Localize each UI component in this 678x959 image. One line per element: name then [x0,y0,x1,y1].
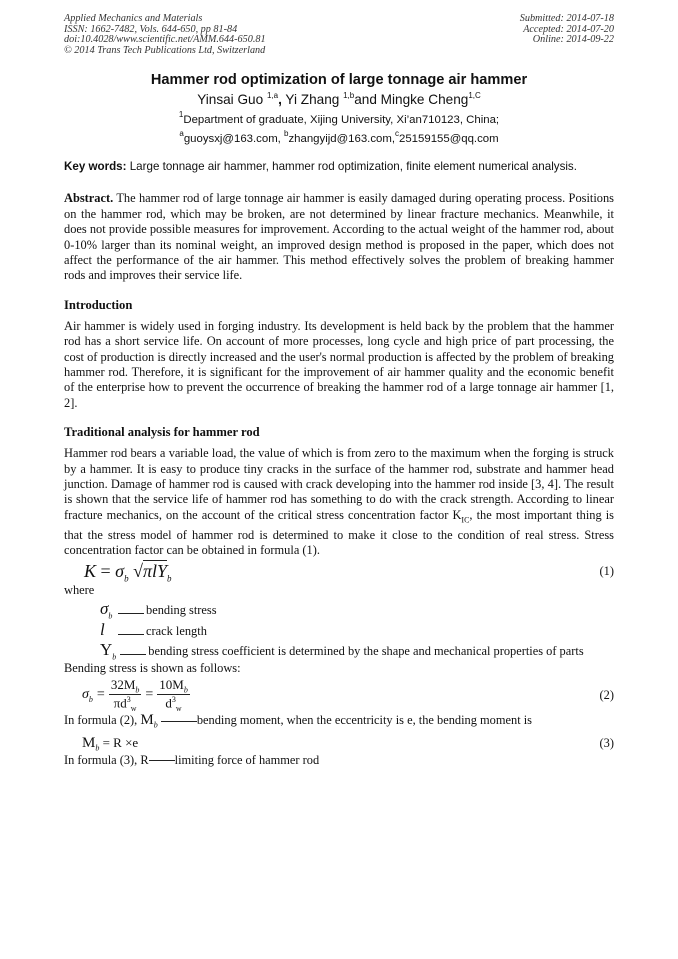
email-link[interactable]: guoysxj@163.com, [183,133,285,146]
journal-header [64,14,614,56]
paragraph-text: , the most important thing is that the stress model of hammer rod is determined to make it close to the condition of real stress. Stress concentration factor can be obtained in formula (1). [64,507,615,558]
section-heading-traditional-analysis: Traditional analysis for hammer rod [64,425,260,440]
paper-page [64,14,614,768]
email-superscript: b [284,129,289,139]
eq-equals: = [100,560,111,581]
eq-symbol-text: σ [82,686,89,702]
symbol-definitions [64,599,614,662]
keywords-text: Large tonnage air hammer, hammer rod optimization, finite element numerical analysis. [129,160,577,174]
eq-subscript: b [166,573,172,584]
journal-copyright: © 2014 Trans Tech Publications Ltd, Switzerland [64,44,266,56]
inline-subscript: b [153,720,158,730]
equation-number: (2) [599,687,614,702]
equation-1-formula [64,561,171,584]
definition-dash [118,613,144,614]
affiliation [64,110,614,126]
paper-title: Hammer rod optimization of large tonnage air hammer [150,72,528,89]
author-superscript: 1,C [468,91,481,101]
eq-superscript: 3 [126,695,131,705]
eq-subscript: b [135,685,140,695]
abstract-label: Abstract. [64,191,114,206]
inline-symbol: M [140,712,154,729]
eq-subscript: b [124,573,129,584]
definition-symbol [100,620,114,640]
numerator [109,677,142,696]
equation-3 [64,735,614,753]
introduction-paragraph: Air hammer is widely used in forging industry. Its development is held back by the problem that the hammer rod has a short service life. On account of more processes, long cycle and high price of part processing, the cost of production is directly increased and the user's normal production is affected by the problem of breaking hammer rod. Therefore, it is significant for the improvement of air hammer quality and the economic benefit of the enterprise how to prevent the occurrence of breaking the hammer rod of a large tonnage air hammer [1, 2]. [64,318,614,410]
denominator [163,695,183,713]
keywords [64,160,614,174]
author-list [64,91,614,107]
section-heading-introduction: Introduction [64,297,133,312]
eq-symbol: σ [115,560,125,581]
definition-symbol [100,640,116,661]
abstract [64,191,614,283]
eq-equals: = [96,687,105,702]
symbol-text: l [100,619,105,639]
author-name: Yinsai Guo [197,92,264,108]
numerator [157,677,190,696]
date-submitted: Submitted: 2014-07-18 [519,13,614,24]
bending-stress-intro: Bending stress is shown as follows: [64,661,241,676]
paragraph-text: limiting force of hammer rod [174,752,320,767]
symbol-text: σ [100,598,109,618]
abstract-text: The hammer rod of large tonnage air hammer is easily damaged during operating process. Positions on the hammer rod, which may be broken, are not determined by linear fracture mechanics. Meanwhile, it does not provide possible measures for improvement. According to the actual weight of the hammer rod, about 0-10% larger than its nominal weight, an improved design method is proposed in the paper, which does not affect the performance of the air hammer. This method effectively solves the problem of breaking hammer rods and improves their service life. [64,191,614,283]
equation-2 [64,677,614,714]
paragraph-text: bending moment, when the eccentricity is e, the bending moment is [196,713,532,728]
numerator-text: 10M [159,676,184,692]
paragraph-text: Hammer rod bears a variable load, the value of which is from zero to the maximum when the forging is struck by a hammer. It is easy to produce tiny cracks in the surface of the hammer rod, substrate and hammer head junction. Damage of hammer rod is caused with crack developing into the hammer rod inside [3, 4]. The result is shown that the service life of hammer rod has something to do with the crack strength. According to linear fracture mechanics, on the account of the critical stress concentration factor K [64,446,614,522]
affiliation-superscript: 1 [178,110,184,120]
denominator-text: πd [113,695,127,711]
eq-subscript: w [130,704,137,714]
eq-subscript: b [183,685,188,695]
definition-text: crack length [146,623,207,638]
affiliation-text: Department of graduate, Xijing University, Xi’an710123, China; [183,114,500,127]
equation-number: (1) [599,564,614,579]
email-link[interactable]: 25159155@qq.com [399,133,499,146]
formula-3-explanation [64,753,614,768]
author-separator: , [278,92,282,108]
email-superscript: c [395,129,400,139]
numerator-text: 32M [110,676,136,692]
equation-1 [64,561,614,584]
journal-doi: doi:10.4028/www.scientific.net/AMM.644-650.81 [64,34,266,46]
keywords-label: Key words: [64,160,127,174]
fraction [109,677,142,714]
symbol-subscript: b [112,652,117,662]
definition-dash [161,721,197,722]
journal-info [64,14,266,56]
definition-dash [120,654,146,655]
submission-dates [520,14,614,56]
eq-subscript: w [175,704,182,714]
equation-number: (3) [599,736,614,751]
traditional-analysis-paragraph [64,446,614,558]
eq-radicand: πlY [142,560,167,581]
equation-2-formula [64,677,190,714]
definition-item [100,640,614,661]
author-name: and Mingke Cheng [354,92,469,108]
symbol-subscript: b [108,610,113,620]
definition-item [100,599,614,620]
email-superscript: a [179,129,184,139]
eq-symbol: K [84,560,97,581]
subscript: IC [461,515,470,525]
equation-3-formula [64,735,138,753]
eq-symbol [82,687,93,704]
eq-superscript: 3 [171,695,176,705]
journal-name: Applied Mechanics and Materials [64,13,203,24]
author-superscript: 1,b [343,91,355,101]
eq-subscript: b [95,743,100,753]
denominator [112,695,139,713]
sqrt-icon: √ [133,560,143,581]
definition-dash [118,634,144,635]
paragraph-text: In formula (3), R [64,752,149,767]
date-online: Online: 2014-09-22 [532,34,614,46]
author-superscript: 1,a [266,91,279,101]
formula-2-explanation [64,713,614,733]
definition-text: bending stress [146,602,217,617]
eq-equals: = [145,687,154,702]
eq-rhs: = R ×e [99,735,139,751]
where-label: where [64,583,95,598]
eq-subscript: b [88,694,93,704]
definition-text: bending stress coefficient is determined by the shape and mechanical properties of parts [148,643,584,658]
author-emails [64,129,614,145]
definition-dash [149,760,175,761]
symbol-text: Y [100,639,113,659]
eq-symbol: M [82,735,96,752]
definition-symbol [100,599,114,620]
paragraph-text: In formula (2), [64,713,141,728]
journal-issn: ISSN: 1662-7482, Vols. 644-650, pp 81-84 [64,23,238,35]
denominator-text: d [165,695,172,711]
definition-item [100,620,614,640]
author-name: Yi Zhang [285,92,340,108]
date-accepted: Accepted: 2014-07-20 [523,23,614,35]
email-link[interactable]: zhangyijd@163.com, [288,133,396,146]
fraction [157,677,190,714]
